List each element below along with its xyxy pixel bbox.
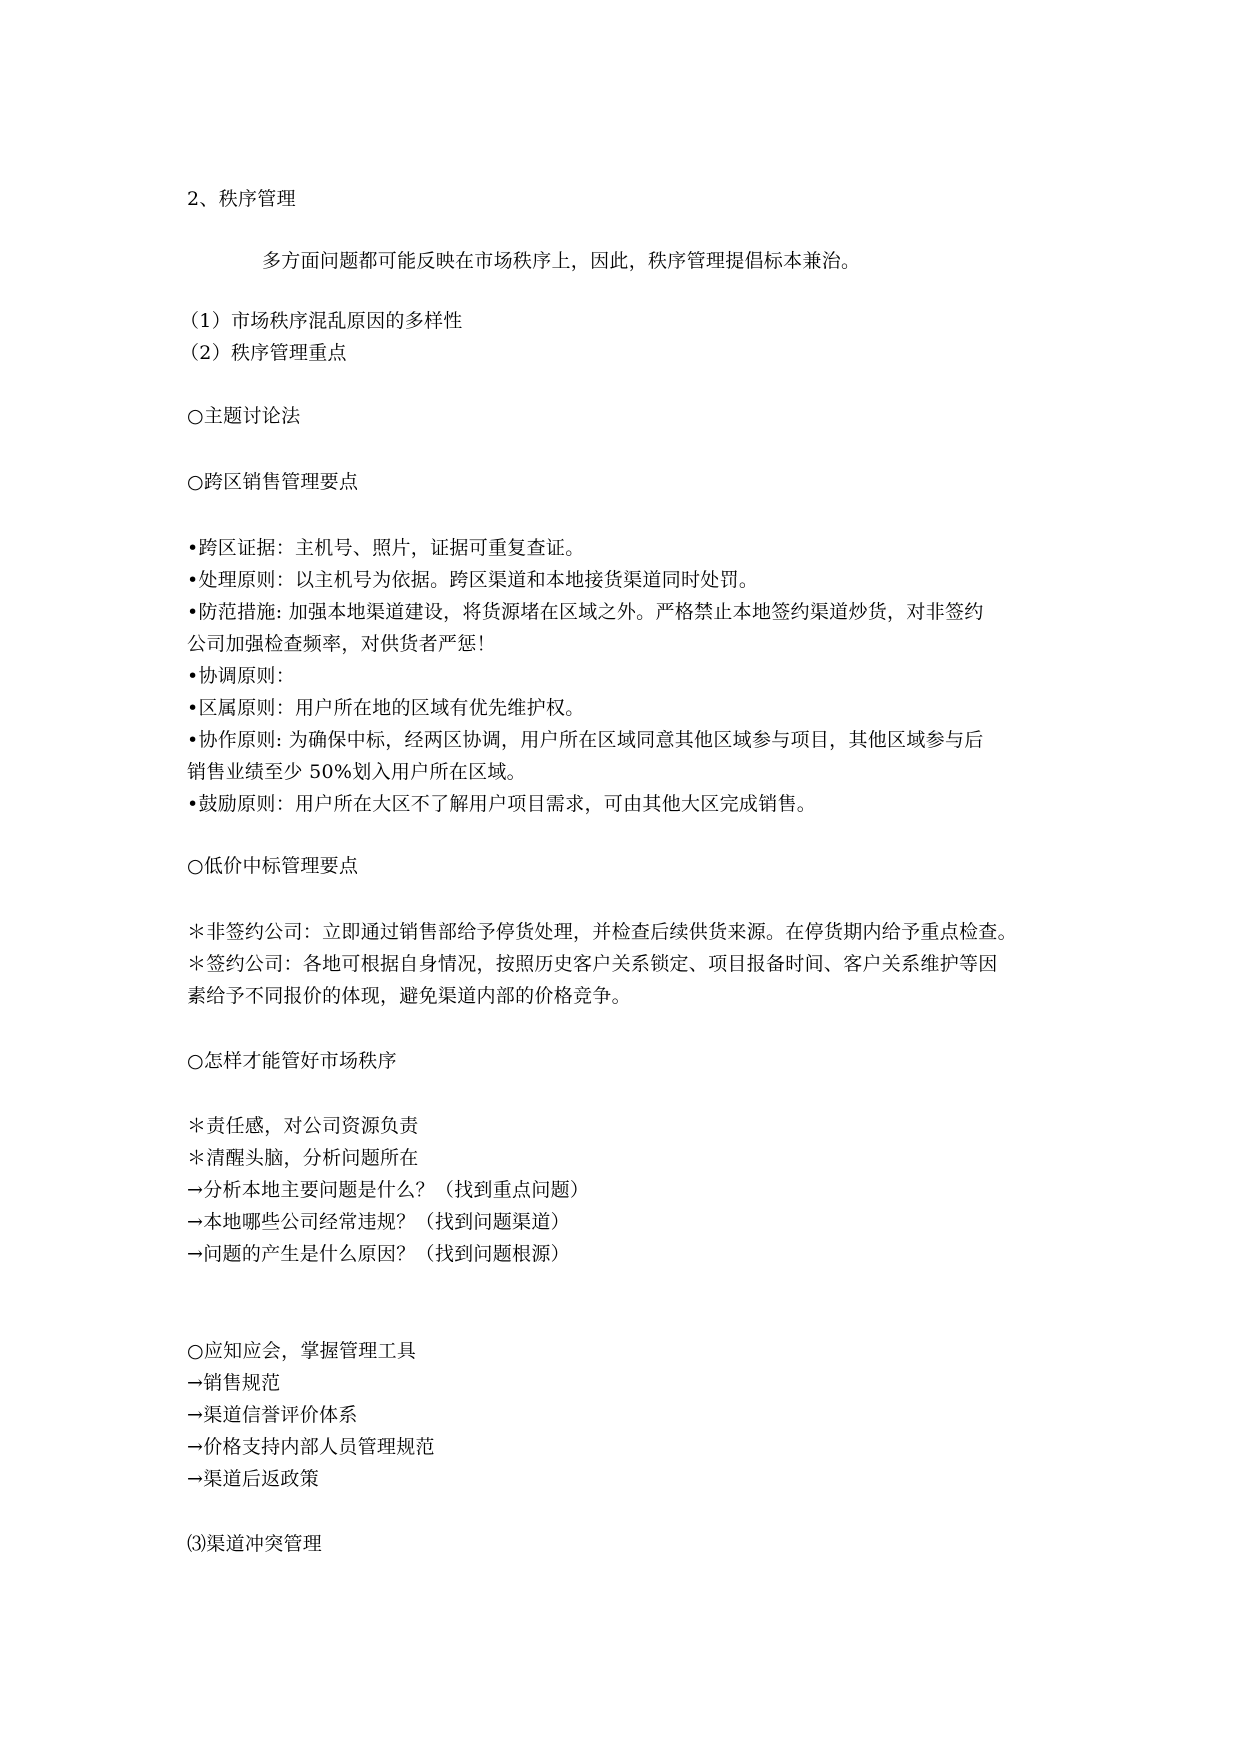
topic-discussion-heading: ○主题讨论法 (187, 405, 301, 427)
cross-region-point: •鼓励原则：用户所在大区不了解用户项目需求，可由其他大区完成销售。 (187, 793, 817, 815)
manage-order-point: →本地哪些公司经常违规？（找到问题渠道） (187, 1211, 570, 1233)
intro-paragraph: 多方面问题都可能反映在市场秩序上，因此，秩序管理提倡标本兼治。 (262, 250, 861, 272)
cross-region-point: •区属原则：用户所在地的区域有优先维护权。 (187, 697, 585, 719)
manage-order-point: →分析本地主要问题是什么？（找到重点问题） (187, 1179, 590, 1201)
manage-order-point: ＊清醒头脑，分析问题所在 (187, 1147, 419, 1169)
cross-region-point: 公司加强检查频率，对供货者严惩！ (187, 633, 496, 655)
tools-point: →销售规范 (187, 1372, 281, 1394)
cross-region-point: 销售业绩至少 50%划入用户所在区域。 (187, 761, 526, 783)
low-price-point: ＊非签约公司：立即通过销售部给予停货处理，并检查后续供货来源。在停货期内给予重点检查。 (187, 921, 1017, 943)
tools-point: →价格支持内部人员管理规范 (187, 1436, 435, 1458)
cross-region-point: •协作原则: 为确保中标，经两区协调，用户所在区域同意其他区域参与项目，其他区域参与后 (187, 729, 984, 751)
low-price-point: 素给予不同报价的体现，避免渠道内部的价格竞争。 (187, 985, 631, 1007)
cross-region-point: •跨区证据：主机号、照片，证据可重复查证。 (187, 537, 585, 559)
manage-order-point: ＊责任感，对公司资源负责 (187, 1115, 419, 1137)
section-heading: 2、秩序管理 (187, 188, 296, 210)
tools-point: →渠道后返政策 (187, 1468, 320, 1490)
numbered-item: （2）秩序管理重点 (180, 342, 347, 364)
tools-heading: ○应知应会，掌握管理工具 (187, 1340, 417, 1362)
cross-region-point: •处理原则：以主机号为依据。跨区渠道和本地接货渠道同时处罚。 (187, 569, 759, 591)
cross-region-heading: ○跨区销售管理要点 (187, 471, 359, 493)
manage-order-heading: ○怎样才能管好市场秩序 (187, 1050, 397, 1072)
tools-point: →渠道信誉评价体系 (187, 1404, 358, 1426)
numbered-item: （1）市场秩序混乱原因的多样性 (180, 310, 463, 332)
cross-region-point: •协调原则： (187, 665, 296, 687)
channel-conflict-heading: ⑶渠道冲突管理 (187, 1533, 323, 1555)
low-price-point: ＊签约公司：各地可根据自身情况，按照历史客户关系锁定、项目报备时间、客户关系维护等因 (187, 953, 998, 975)
cross-region-point: •防范措施: 加强本地渠道建设，将货源堵在区域之外。严格禁止本地签约渠道炒货，对非签约 (187, 601, 984, 623)
low-price-heading: ○低价中标管理要点 (187, 855, 359, 877)
manage-order-point: →问题的产生是什么原因？（找到问题根源） (187, 1243, 570, 1265)
